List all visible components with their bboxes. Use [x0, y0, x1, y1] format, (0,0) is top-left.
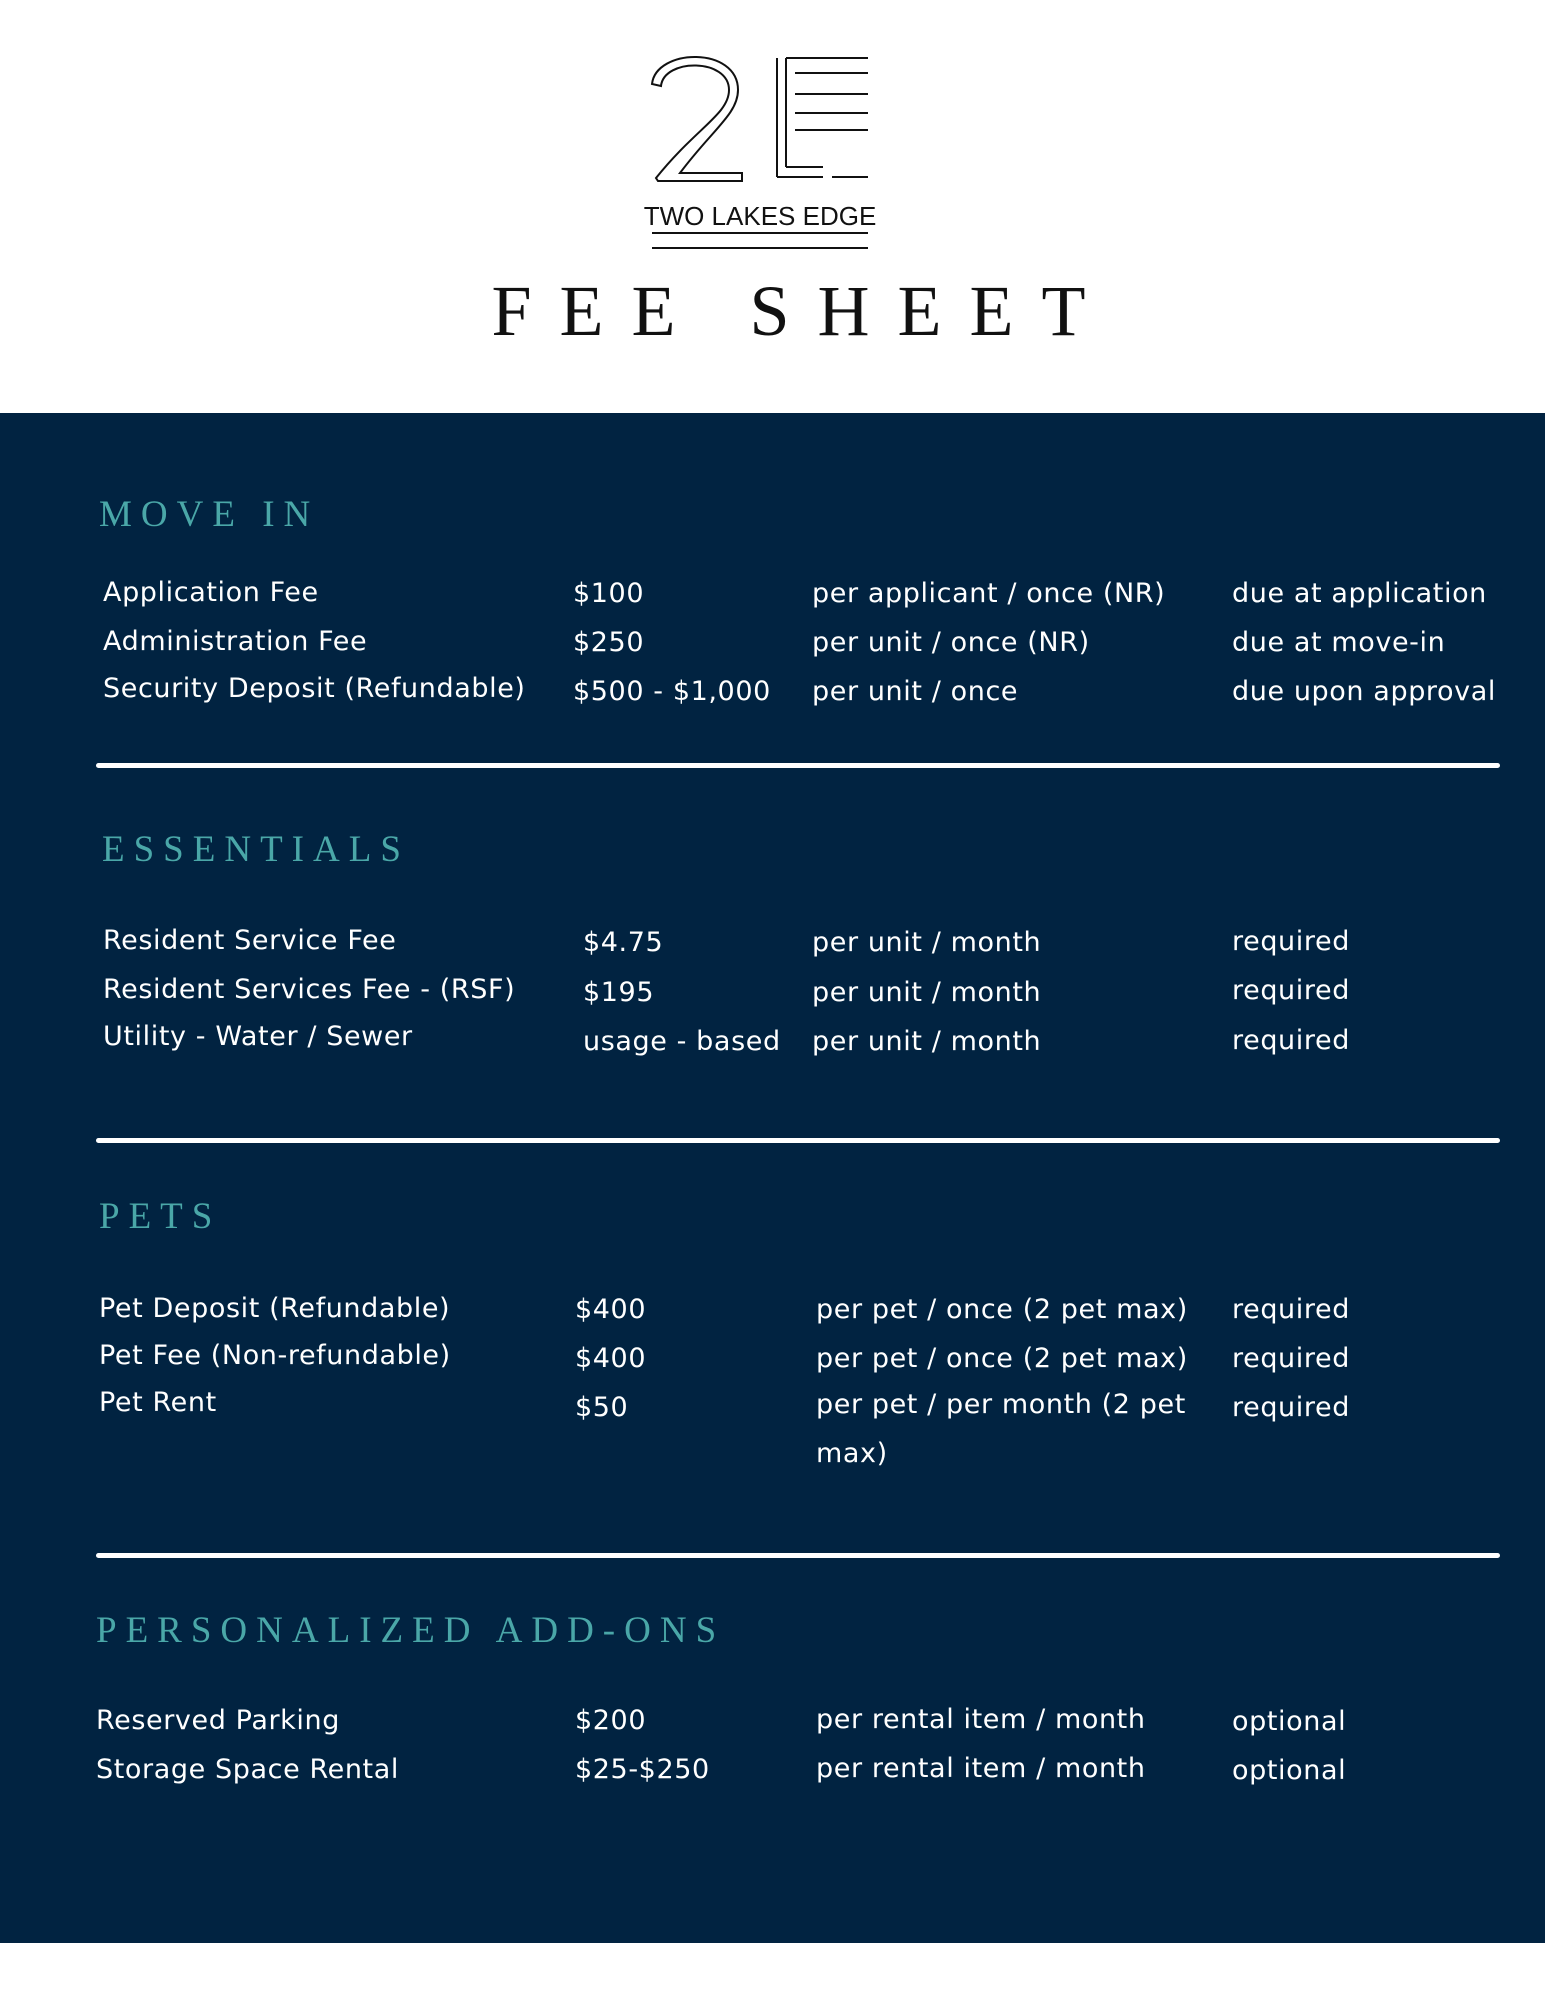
- fee-frequency: per pet / per month (2 pet max): [816, 1389, 1186, 1469]
- fee-amount: $200: [575, 1705, 647, 1736]
- fee-frequency: per unit / once (NR): [812, 627, 1090, 658]
- fee-requirement: required: [1232, 1294, 1350, 1325]
- fee-requirement: required: [1232, 1392, 1350, 1423]
- two-lakes-edge-logo: [640, 50, 880, 260]
- fee-requirement: required: [1232, 926, 1350, 957]
- fee-name: Resident Services Fee - (RSF): [103, 974, 516, 1005]
- section-heading-essentials: ESSENTIALS: [102, 829, 410, 870]
- section-divider: [96, 763, 1500, 768]
- fee-requirement: required: [1232, 1025, 1350, 1056]
- fee-amount: $50: [575, 1392, 629, 1423]
- page-title: FEE SHEET: [491, 271, 1114, 351]
- fee-name: Administration Fee: [103, 626, 368, 657]
- fee-frequency: per pet / once (2 pet max): [816, 1343, 1188, 1374]
- section-heading-add-ons: PERSONALIZED ADD-ONS: [96, 1610, 726, 1651]
- section-divider: [96, 1138, 1500, 1143]
- fee-amount: $195: [583, 977, 655, 1008]
- fee-amount: $25-$250: [575, 1754, 710, 1785]
- fee-frequency: per unit / month: [812, 1026, 1042, 1057]
- fee-amount: $400: [575, 1343, 647, 1374]
- fee-amount: $250: [573, 627, 645, 658]
- fee-requirement: required: [1232, 975, 1350, 1006]
- section-heading-move-in: MOVE IN: [99, 494, 320, 535]
- fee-name: Pet Fee (Non-refundable): [99, 1340, 451, 1371]
- fee-amount: $500 - $1,000: [573, 676, 771, 707]
- fee-name: Pet Rent: [99, 1387, 217, 1418]
- fee-name: Security Deposit (Refundable): [103, 673, 526, 704]
- fee-requirement: due upon approval: [1232, 676, 1496, 707]
- fee-name: Application Fee: [103, 577, 319, 608]
- fee-requirement: required: [1232, 1343, 1350, 1374]
- fee-frequency: per pet / once (2 pet max): [816, 1294, 1188, 1325]
- fee-frequency: per rental item / month: [816, 1753, 1146, 1784]
- fee-requirement: optional: [1232, 1755, 1347, 1786]
- fee-frequency: per applicant / once (NR): [812, 578, 1166, 609]
- fee-name: Reserved Parking: [96, 1705, 340, 1736]
- fee-requirement: optional: [1232, 1706, 1347, 1737]
- section-divider: [96, 1553, 1500, 1558]
- fee-frequency: per unit / month: [812, 927, 1042, 958]
- fee-requirement: due at move-in: [1232, 627, 1446, 658]
- fee-name: Pet Deposit (Refundable): [99, 1293, 451, 1324]
- fee-name: Utility - Water / Sewer: [103, 1021, 413, 1052]
- logo-wordmark: TWO LAKES EDGE: [643, 201, 877, 231]
- fee-requirement: due at application: [1232, 578, 1487, 609]
- fee-amount: $100: [573, 578, 645, 609]
- fee-amount: $4.75: [583, 927, 664, 958]
- fee-name: Storage Space Rental: [96, 1754, 399, 1785]
- fee-amount: $400: [575, 1294, 647, 1325]
- fee-frequency: per unit / once: [812, 676, 1019, 707]
- section-heading-pets: PETS: [99, 1196, 222, 1237]
- fee-amount: usage - based: [583, 1026, 781, 1057]
- fee-frequency: per rental item / month: [816, 1704, 1146, 1735]
- fee-name: Resident Service Fee: [103, 925, 397, 956]
- fee-frequency: per unit / month: [812, 977, 1042, 1008]
